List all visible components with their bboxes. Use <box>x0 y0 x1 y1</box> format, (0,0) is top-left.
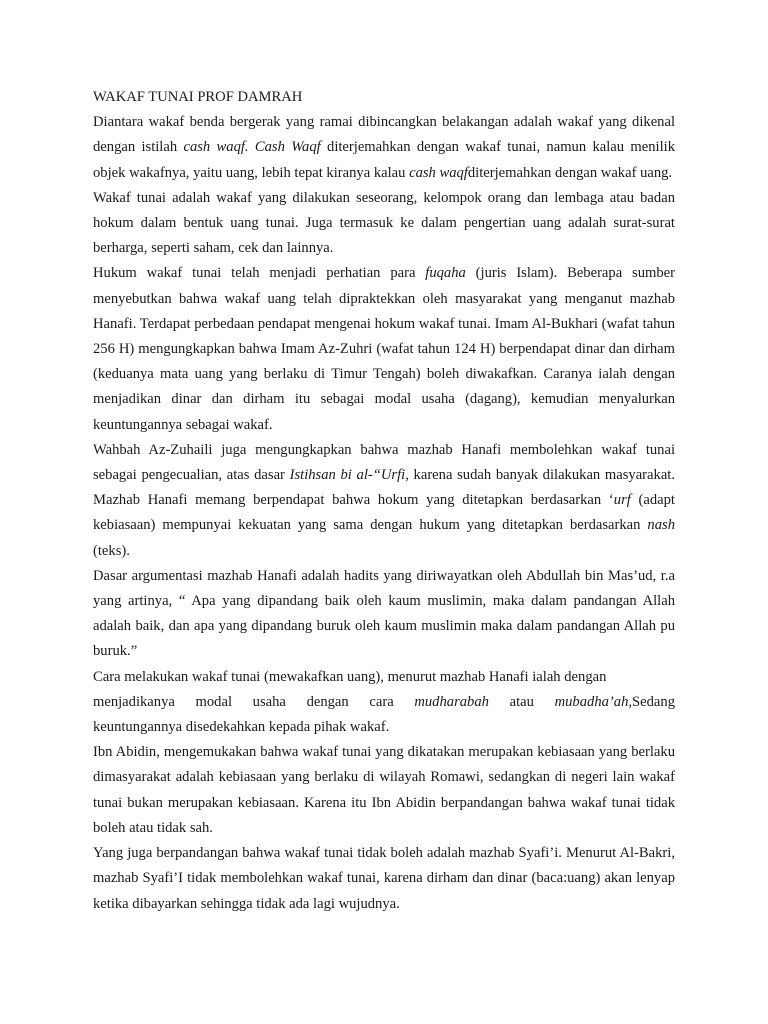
text-run: Wahbah Az-Zuhaili juga mengungkapkan bahwa mazhab Hanafi membolehkan wakaf tunai sebagai pengecualian, atas dasar <box>93 441 675 484</box>
paragraph-hadith: Dasar argumentasi mazhab Hanafi adalah hadits yang diriwayatkan oleh Abdullah bin Mas’ud, r.a yang artinya, “ Apa yang dipandang baik oleh kaum muslimin, maka dalam pandangan Allah adalah baik, dan apa yang dipandang buruk oleh kaum muslimin maka dalam pandangan Allah pu buruk.” <box>93 567 675 660</box>
italic-term-cash-waqf-2: cash waqf <box>409 164 468 181</box>
spread-line <box>93 690 675 715</box>
text-run: diterjemahkan dengan wakaf uang. <box>467 164 673 181</box>
text-run: diterjemahkan dengan wakaf tunai, namun kalau menilik objek wakafnya, yaitu uang, lebih tepat kiranya kalau <box>93 139 675 181</box>
italic-term-istihsan: Istihsan bi al-“Urfi, <box>289 467 409 484</box>
text-run: keuntungannya disedekahkan kepada pihak wakaf. <box>93 719 390 736</box>
text-run: menjadikanya modal usaha dengan cara <box>93 693 415 710</box>
text-run: (adapt kebiasaan) mempunyai kekuatan yang sama dengan hukum yang ditetapkan berdasarkan <box>93 492 675 534</box>
text-run: (teks). <box>93 542 130 559</box>
document-title: WAKAF TUNAI PROF DAMRAH <box>93 89 303 105</box>
paragraph-zuhaili <box>93 438 675 564</box>
paragraph-cara <box>93 665 675 741</box>
paragraph-hukum <box>93 261 675 437</box>
text-run: Diantara wakaf benda bergerak yang ramai dibincangkan belakangan adalah wakaf yang dikenal dengan istilah <box>93 114 675 156</box>
italic-term-urf: urf <box>613 492 631 509</box>
text-run: (juris Islam). Beberapa sumber menyebutkan bahwa wakaf uang telah dipraktekkan oleh masyarakat yang menganut mazhab Hanafi. Terdapat perbedaan pendapat mengenai hokum wakaf tunai. Imam Al-Bukhari (wafat tahun 256 H) mengungkapkan bahwa Imam Az-Zuhri (wafat tahun 124 H) berpendapat dinar dan dirham (keduanya mata uang yang berlaku di Timur Tengah) boleh diwakafkan. Caranya ialah dengan menjadikan dinar dan dirham itu sebagai modal usaha (dagang), kemudian menyalurkan keuntungannya sebagai wakaf. <box>93 265 675 433</box>
document-body <box>93 85 675 917</box>
text-run: karena sudah banyak dilakukan masyarakat. Mazhab Hanafi memang berpendapat bahwa hokum yang ditetapkan berdasarkan ‘ <box>93 467 675 509</box>
paragraph-definition: Wakaf tunai adalah wakaf yang dilakukan seseorang, kelompok orang dan lembaga atau badan hokum dalam bentuk uang tunai. Juga termasuk ke dalam pengertian uang adalah surat-surat berharga, seperti saham, cek dan lainnya. <box>93 189 675 257</box>
italic-term-mudharabah: mudharabah <box>414 693 489 710</box>
italic-term-cash-waqf: cash waqf. Cash Waqf <box>183 139 321 156</box>
paragraph-syafii: Yang juga berpandangan bahwa wakaf tunai tidak boleh adalah mazhab Syafi’i. Menurut Al-Bakri, mazhab Syafi’I tidak membolehkan wakaf tunai, karena dirham dan dinar (baca:uang) akan lenyap ketika dibayarkan sehingga tidak ada lagi wujudnya. <box>93 845 675 912</box>
text-run: Sedang <box>632 693 675 710</box>
paragraph-ibn-abidin: Ibn Abidin, mengemukakan bahwa wakaf tunai yang dikatakan merupakan kebiasaan yang berlaku dimasyarakat adalah kebiasaan yang berlaku di wilayah Romawi, sedangkan di negeri lain wakaf tunai bukan merupakan kebiasaan. Karena itu Ibn Abidin berpandangan bahwa wakaf tunai tidak boleh atau tidak sah. <box>93 744 675 836</box>
paragraph-cash-waqf <box>93 110 675 186</box>
italic-term-nash: nash <box>647 517 675 534</box>
italic-term-mubadhaah: mubadha’ah, <box>554 693 633 710</box>
text-run: Cara melakukan wakaf tunai (mewakafkan uang), menurut mazhab Hanafi ialah dengan <box>93 668 607 685</box>
italic-term-fuqaha: fuqaha <box>425 265 466 282</box>
text-run: atau <box>488 693 555 710</box>
text-run: Hukum wakaf tunai telah menjadi perhatian para <box>93 265 426 282</box>
